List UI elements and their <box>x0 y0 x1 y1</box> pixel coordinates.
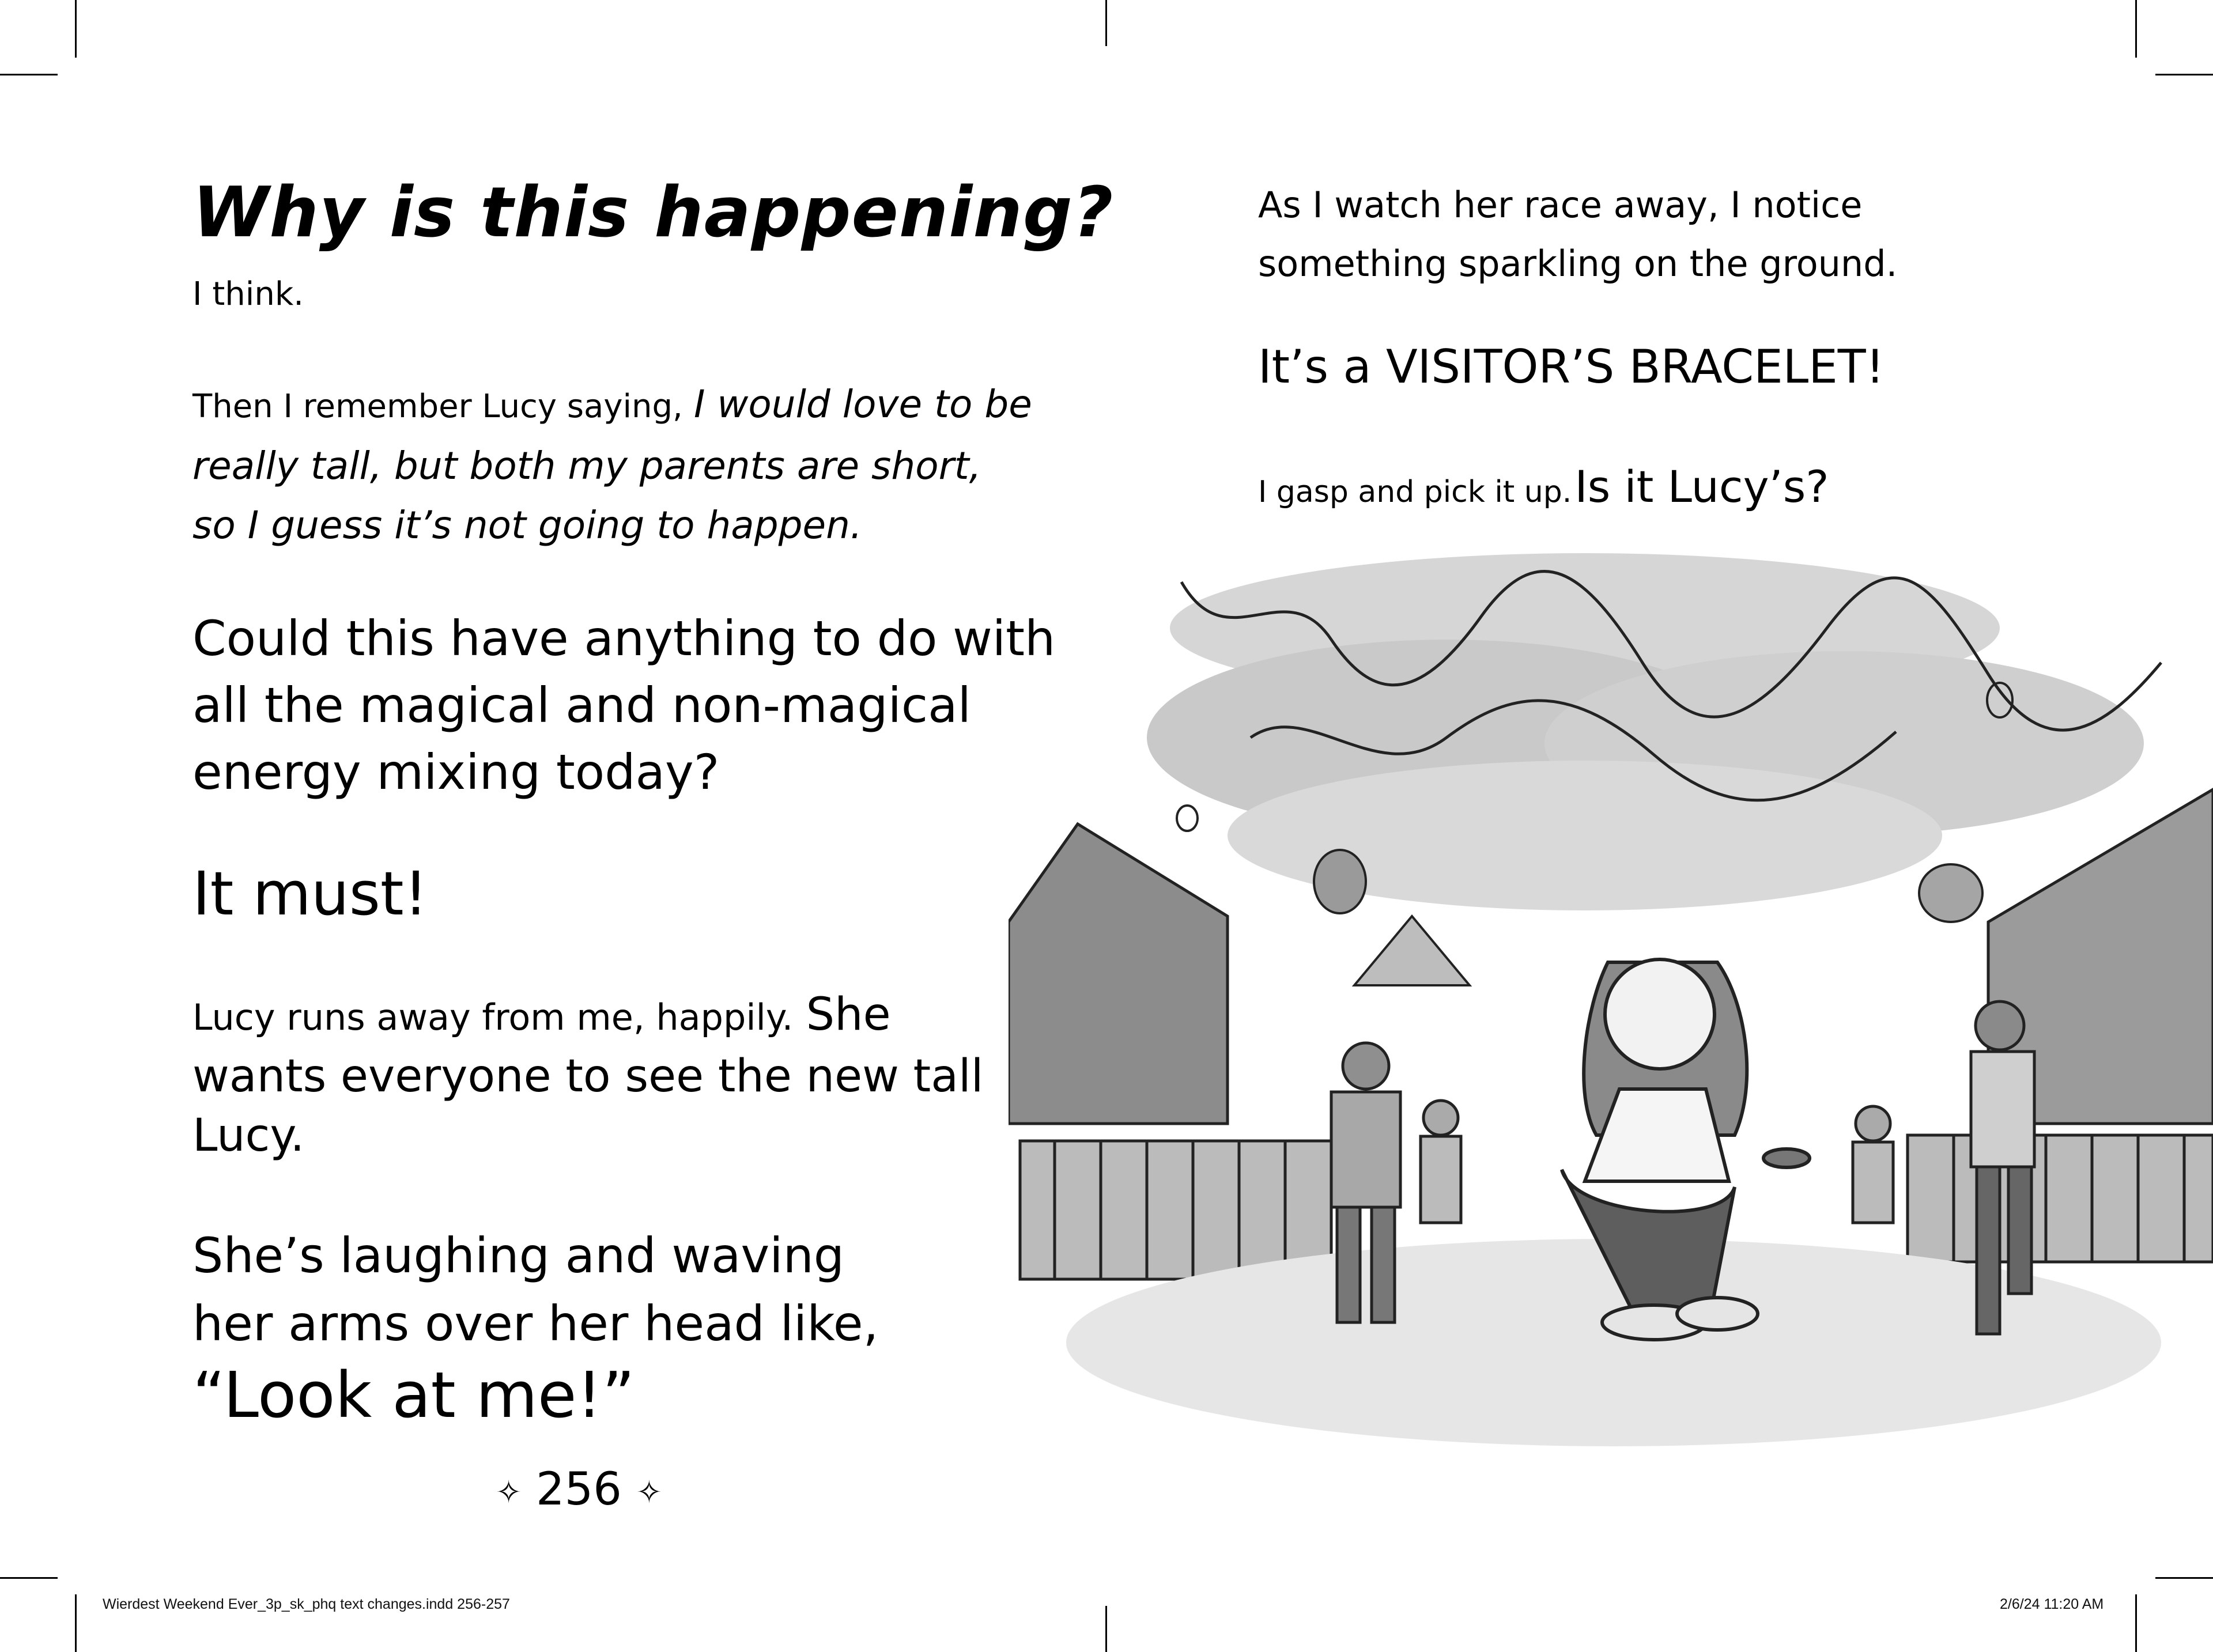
watch-paragraph <box>1258 176 1897 293</box>
bracelet-line: It’s a VISITOR’S BRACELET! <box>1258 340 1885 394</box>
question-line-3: energy mixing today? <box>192 744 720 800</box>
laugh-line-1: She’s laughing and waving <box>192 1227 845 1284</box>
slug-filename: Wierdest Weekend Ever_3p_sk_phq text changes.indd 256-257 <box>103 1596 510 1612</box>
page-number: 256 <box>536 1464 622 1515</box>
remember-quote-3: so I guess it’s not going to happen. <box>192 503 862 547</box>
question-line-2: all the magical and non-magical <box>192 677 971 734</box>
page-number-group <box>496 1464 662 1515</box>
runs-paragraph <box>192 985 983 1166</box>
think-line: I think. <box>192 275 304 313</box>
runs-line-2: wants everyone to see the new tall <box>192 1050 984 1102</box>
laugh-line-3: “Look at me!” <box>192 1358 635 1432</box>
laugh-paragraph <box>192 1222 878 1432</box>
page-heading: Why is this happening? <box>192 173 1114 253</box>
remember-quote-2: really tall, but both my parents are short, <box>192 444 981 488</box>
smoke-cloud <box>1147 553 2161 910</box>
crop-mark-top-right-h <box>2155 74 2213 75</box>
gasp-line: I gasp and pick it up. <box>1258 475 1572 509</box>
question-line-1: Could this have anything to do with <box>192 610 1056 667</box>
crop-mark-top-center-v <box>1105 0 1107 46</box>
crop-mark-bottom-left-h <box>0 1577 58 1579</box>
ornament-left: ✧ <box>496 1474 522 1511</box>
crop-mark-top-left-v <box>75 0 77 58</box>
carnival-illustration <box>1009 547 2213 1481</box>
watch-line-2: something sparkling on the ground. <box>1258 243 1898 285</box>
crop-mark-top-left-h <box>0 74 58 75</box>
crop-mark-bottom-right-v <box>2135 1594 2137 1652</box>
crop-mark-top-right-v <box>2135 0 2137 58</box>
remember-quote-1: I would love to be <box>693 382 1032 426</box>
lucy-question: Is it Lucy’s? <box>1574 461 1829 512</box>
crop-mark-bottom-right-h <box>2155 1577 2213 1579</box>
runs-line-3: Lucy. <box>192 1110 305 1162</box>
watch-line-1: As I watch her race away, I notice <box>1258 184 1863 226</box>
runs-line-1: Lucy runs away from me, happily. <box>192 996 794 1038</box>
crop-mark-bottom-left-v <box>75 1594 77 1652</box>
gasp-paragraph <box>1258 461 1829 512</box>
laugh-line-2: her arms over her head like, <box>192 1295 879 1352</box>
ornament-right: ✧ <box>636 1474 662 1511</box>
crop-mark-bottom-center-v <box>1105 1606 1107 1652</box>
question-paragraph <box>192 605 1055 806</box>
remember-paragraph <box>192 375 1032 555</box>
slug-date: 2/6/24 11:20 AM <box>2000 1596 2104 1612</box>
remember-intro: Then I remember Lucy saying, <box>192 388 683 425</box>
runs-line-1b: She <box>806 989 891 1041</box>
it-must: It must! <box>192 859 428 929</box>
